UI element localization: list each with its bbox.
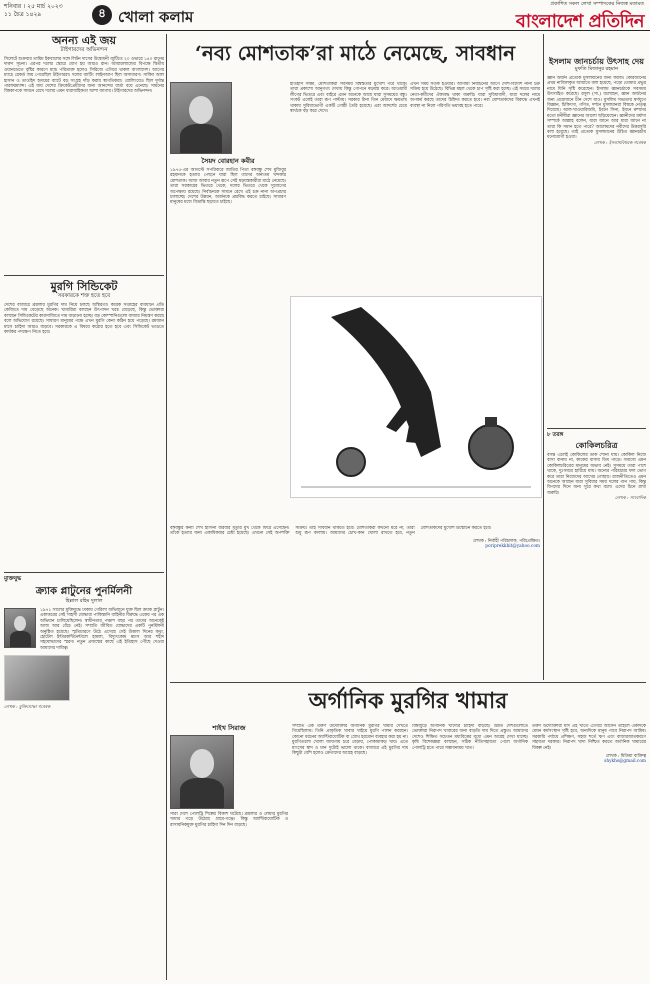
bottom-article-body-2: সম্প্রতি এক তরুণ উদ্যোক্তার অর্গানিক মুরগির খামার দেখতে গিয়েছিলাম। তিনি প্রাকৃতিক খাবার খাইয়ে মুরগি পালন করছেন। কোনো ধরনের অ্যান্টিবায়োটিক বা গ্রোথ হরমোন ব্যবহার করা হয় না। মুরগিগুলো খোলা জায়গায় চরে বেড়ায়, পোকামাকড় খায়। এতে মাংসের স্বাদ ও মান দুটোই ভালো থাকে। বাজারে এই মুরগির দাম কিছুটা বেশি হলেও ক্রেতাদের আগ্রহ বাড়ছে। (292, 724, 408, 757)
main-article-email: poriprekkhit@yahoo.com (485, 544, 540, 550)
main-article-body-4: বঙ্গবন্ধুর কন্যা শেখ হাসিনা বারবার মৃত্যুর মুখ থেকে ফিরে এসেছেন। তাঁকে হত্যার জন্য একাধিকবার চেষ্টা হয়েছে। এখনো সেই অপশক্তি সক্রিয়। তাই সাবধান থাকতে হবে। মোশতাকরা কখনো মরে না, তারা শুধু রূপ বদলায়। আমাদের চোখ-কান খোলা রাখতে হবে, নতুন মোশতাকদের মুখোশ উন্মোচন করতে হবে। (170, 526, 492, 537)
author-photo (170, 82, 232, 154)
bottom-article-body-1: সারা দেশে পোলট্রি শিল্পের বিকাশ ঘটেছে। ব্রয়লার ও লেয়ার মুরগির খামার গড়ে উঠেছে গ্রামে-গঞ্জে। কিন্তু অ্যান্টিবায়োটিক ও রাসায়নিকমুক্ত মুরগির চাহিদা দিন দিন বাড়ছে। (170, 812, 288, 828)
date-line-1: শনিবার । ২৫ মার্চ ২০২৩ (4, 3, 63, 10)
bottom-article-col2 (292, 724, 408, 980)
left-article-3-caption: লেখক : মুক্তিযোদ্ধা গবেষক (4, 705, 51, 711)
left-article-1-subtitle: টাইগারদের অভিনন্দন (60, 47, 108, 53)
left-article-3-body: ১৯৭১ সালের মুক্তিযুদ্ধে ঢাকায় গেরিলা অভিযানে যুক্ত ছিল ক্র্যাক প্লাটুন। একাত্তরের সেই সাহসী যোদ্ধারা পাকিস্তানি বাহিনীর বিরুদ্ধে একের পর এক অভিযান চালিয়েছিলেন। স্বাধীনতার পঞ্চাশ বছর পর তাদের অনেকেই আজ আর বেঁচে নেই। সম্প্রতি জীবিত যোদ্ধাদের একটি পুনর্মিলনী অনুষ্ঠিত হয়েছে। স্মৃতিচারণে উঠে এসেছে সেই উত্তাল দিনের কথা, হোটেল ইন্টারকন্টিনেন্টালে হামলা, বিদ্যুৎকেন্দ্র ধ্বংস আর শহীদ সহযোদ্ধাদের স্মরণ। নতুন প্রজন্মের কাছে এই ইতিহাস পৌঁছে দেওয়া আমাদের দায়িত্ব। (40, 608, 164, 651)
bottom-article-email: shykhs@gmail.com (604, 759, 646, 765)
main-article-body-3: এখন সময় সতর্ক হওয়ার। আগামী নির্বাচনের আগে দেশি-বিদেশি নানা চক্র সক্রিয় হয়ে উঠেছে। বিভিন্ন মহল থেকে চাপ সৃষ্টি করা হচ্ছে। এই সময়ে দলের নেতা-কর্মীদের ঐক্যবদ্ধ থাকা জরুরি। যারা সুবিধাবাদী, যারা দলের নামে অপকর্ম করছে তাদের চিহ্নিত করতে হবে। নব্য মোশতাকদের বিরুদ্ধে এখনই ব্যবস্থা না নিলে পরিণতি ভয়াবহ হতে পারে। (410, 82, 540, 109)
right-article-author-note: লেখক : ইসলামবিষয়ক গবেষক (593, 140, 646, 146)
left-article-1-title: অনন্য এই জয় (52, 34, 116, 47)
main-article-author-note: লেখক : নির্বাহী পরিচালক, পরিপ্রেক্ষিত। (472, 538, 540, 544)
bottom-article-byline: শাইখ সিরাজ (212, 724, 246, 732)
left-article-3-byline: হিল্লাল রহিম দুলাল (65, 598, 103, 604)
brand-logo: বাংলাদেশ প্রতিদিন (515, 11, 644, 32)
author-photo (170, 735, 234, 809)
bottom-article-col4 (532, 724, 646, 980)
right-small-title: কোকিলচরিত্র (575, 440, 618, 450)
page-header (0, 0, 650, 31)
main-article-body-2: ইতিহাস সাক্ষী, মোশতাকরা সবসময় বিশ্বস্ততার মুখোশ পরে থাকে। তারা প্রকাশ্যে আনুগত্য দেখায় কিন্তু গোপনে ষড়যন্ত্র করে। আওয়ামী লীগের ভিতরে এবং বাইরে এমন অনেকে আছে যারা সুসময়ের বন্ধু। সংকট এলেই তারা রূপ পাল্টায়। সরকার টানা তিন মেয়াদে ক্ষমতায় থাকায় সুবিধাভোগী একটি গোষ্ঠী তৈরি হয়েছে। এরা আদর্শের চেয়ে স্বার্থকে বড় করে দেখে। (290, 82, 407, 115)
divider (4, 572, 164, 573)
bottom-article-col1 (170, 724, 288, 980)
bottom-article-header (170, 686, 646, 722)
left-article-3-kicker: মুক্তিযুদ্ধ (4, 576, 22, 582)
right-small-kicker: ৮ তরঙ্গ (547, 432, 564, 438)
bottom-article-body-3: বিশ্বজুড়ে অর্গানিক খাদ্যের চাহিদা বাড়ছে। উন্নত দেশগুলোতে ভোক্তারা নিরাপদ খাবারের জন্য বাড়তি দাম দিতে প্রস্তুত। আমাদের দেশেও শিক্ষিত সচেতন মধ্যবিত্তের মধ্যে এমন আগ্রহ দেখা যাচ্ছে। কৃষি বিশেষজ্ঞরা বলছেন, সঠিক নীতিসহায়তা পেলে অর্গানিক পোলট্রি হতে পারে সম্ভাবনাময় খাত। (412, 724, 528, 751)
bottom-article-body-4: তরুণ উদ্যোক্তারা যদি এই খাতে এগিয়ে আসেন তাহলে একদিকে যেমন কর্মসংস্থান সৃষ্টি হবে, অন্যদিকে মানুষ পাবে নিরাপদ আমিষ। সরকারি পর্যায়ে প্রশিক্ষণ, সহজ শর্তে ঋণ এবং বাজারজাতকরণে সহায়তা দরকার। নিরাপদ খাদ্য নিশ্চিত করতে অর্গানিক খামারের বিকল্প নেই। (532, 724, 646, 751)
left-article-1-body: সিলেটে শুক্রবার তামিম ইকবালের সঙ্গে লিটন দাসের উদ্বোধনী জুটিতে ২০ ওভারে ১৪০ রানের দারুণ সূচনা। এরপর দলের স্কোরে যোগ হয় আরও রান। আয়ারল্যান্ডের বিপক্ষে দ্বিতীয় ওয়ানডেতে বৃষ্টির কারণে ম্যাচ পরিত্যক্ত হলেও সিরিজে এগিয়ে থাকল বাংলাদেশ। আগের ম্যাচে রেকর্ড জয় পেয়েছিল টাইগাররা। দলের ব্যাটিং লাইনআপ ছিল অসাধারণ। সাকিব আল হাসান ও তাওহিদ হৃদয়ের ব্যাটে বড় সংগ্রহ দাঁড় করায় স্বাগতিকরা। বোলিংয়েও ছিল দুর্দান্ত পারফরম্যান্স। এই জয় দেশের ক্রিকেটপ্রেমীদের জন্য আনন্দের বার্তা বয়ে এনেছে। সামনের বিশ্বকাপকে সামনে রেখে দলের এমন ধারাবাহিকতা আশা জাগায়। টাইগারদের অভিনন্দন। (4, 57, 164, 95)
main-article-byline: সৈয়দ বোরহান কবীর (201, 157, 255, 165)
main-article-col3 (410, 82, 540, 292)
main-article-col2 (290, 82, 407, 292)
bottom-article-author-note: লেখক : মিডিয়া ব্যক্তিত্ব (605, 754, 646, 760)
left-article-3 (4, 576, 164, 980)
main-article-header (170, 40, 540, 80)
divider (170, 682, 646, 683)
right-small-body: বসন্ত এলেই কোকিলের ডাক শোনা যায়। কোকিল নিজে বাসা বানায় না, কাকের বাসায় ডিম পাড়ে। সমাজে এমন কোকিলচরিত্রের মানুষের অভাব নেই। সুসময়ে তারা পাশে থাকে, দুঃসময়ে হারিয়ে যায়। অন্যের পরিশ্রমের ফল ভোগ করে তারা নিজেদের আখের গোছায়। রাজনীতিতেও এমন অনেকে আছেন যারা সুবিধার সময় দলের গান গায়, কিন্তু বিপদের দিনে অন্য সুরে কথা বলে। এদের চিনে রাখা জরুরি। (547, 453, 646, 496)
bottom-article-col3 (412, 724, 528, 980)
right-article-body: জ্ঞান অর্জন প্রত্যেক মুসলমানের জন্য ফরজ। কোরআনের প্রথম নাজিলকৃত আয়াতে বলা হয়েছে, পড়ো তোমার প্রভুর নামে যিনি সৃষ্টি করেছেন। ইসলাম জ্ঞানচর্চাকে সবসময় উৎসাহিত করেছে। রসুল (সা.) বলেছেন, জ্ঞান অর্জনের জন্য প্রয়োজনে চীন দেশে যাও। মুসলিম সভ্যতার স্বর্ণযুগে বিজ্ঞান, চিকিৎসা, গণিত, দর্শনে মুসলমানরা বিশ্বকে নেতৃত্ব দিয়েছে। আল-খাওয়ারিজমি, ইবনে সিনা, ইবনে রুশদের মতো মনীষীরা জ্ঞানের আলো ছড়িয়েছেন। জ্ঞানীদের মর্যাদা সম্পর্কে আল্লাহ বলেন, যারা জানে আর যারা জানে না তারা কি সমান হতে পারে? আলেমদের নবীদের উত্তরসূরি বলা হয়েছে। তাই প্রত্যেক মুসলমানের উচিত জ্ঞানচর্চায় মনোযোগী হওয়া। (547, 76, 646, 141)
bottom-article-title: অর্গানিক মুরগির খামার (308, 688, 508, 714)
main-article-title: ‘নব্য মোশতাক’রা মাঠে নেমেছে, সাবধান (194, 41, 516, 65)
section-title: খোলা কলাম (118, 8, 194, 26)
right-article (547, 56, 646, 426)
column-divider (166, 34, 167, 980)
date-line-2: ১১ চৈত্র ১৪২৯ (4, 11, 42, 18)
right-small-author-note: লেখক : সাংবাদিক (614, 496, 646, 502)
left-article-2-subtitle: সরকারকে শক্ত হতে হবে (57, 293, 111, 299)
main-article-body-1: ১৯৭৫-এর আগস্টে সপরিবারে জাতির পিতা বঙ্গবন্ধু শেখ মুজিবুর রহমানকে হত্যার পেছনে যারা ছিল তাদের অন্যতম খন্দকার মোশতাক। আজ আবার নতুন রূপে সেই ষড়যন্ত্রকারীরা মাঠে নেমেছে। তারা সরকারের ভিতরে থেকে, দলের ভিতরে থেকে সুযোগের অপেক্ষায় রয়েছে। নির্বাচনকে সামনে রেখে এই চক্র নানা অপপ্রচার চালাচ্ছে। দেশের উন্নয়ন, অর্জনকে প্রশ্নবিদ্ধ করতে চাইছে। সাধারণ মানুষের মধ্যে বিভ্রান্তি ছড়াতে চাইছে। (170, 168, 286, 206)
page-number: ৪ (92, 5, 112, 25)
author-photo (4, 608, 36, 648)
right-small-article (547, 432, 646, 678)
left-article-2 (4, 280, 164, 570)
right-article-byline: মুফতি মিজানুর রহমান (574, 66, 619, 72)
left-article-1 (4, 34, 164, 274)
divider (547, 428, 646, 429)
historical-photo (4, 655, 70, 701)
divider (4, 275, 164, 276)
left-article-2-body: দেশের বাজারে ব্রয়লার মুরগির দাম নিয়ে চলছে অস্থিরতা। কয়েক সপ্তাহের ব্যবধানে প্রতি কেজিতে দাম বেড়েছে অনেক। খামারিরা বলছেন উৎপাদন খরচ বেড়েছে, কিন্তু ভোক্তারা বলছেন সিন্ডিকেটের কারসাজিতে দাম বাড়ানো হচ্ছে। বড় কোম্পানিগুলো বাজার নিয়ন্ত্রণ করছে বলে অভিযোগ রয়েছে। সাধারণ মানুষের পক্ষে এখন মুরগি কেনা কঠিন হয়ে পড়েছে। রমজান মাসে চাহিদা আরও বাড়বে। সরকারকে এ বিষয়ে কঠোর হতে হবে এবং সিন্ডিকেট ভাঙতে কার্যকর পদক্ষেপ নিতে হবে। (4, 303, 164, 336)
main-article-col1 (170, 82, 286, 522)
left-article-3-title: ক্র্যাক প্লাটুনের পুনর্মিলনী (35, 586, 133, 597)
main-article-lower (170, 526, 540, 678)
left-article-2-title: মুরগি সিন্ডিকেট (50, 280, 118, 293)
hand-grenade-illustration (291, 297, 541, 497)
date-box (4, 3, 63, 19)
brand-tagline: প্রকাশিত সকল লেখা সম্পাদকের নিজস্ব মতামত (550, 1, 644, 7)
right-article-title: ইসলাম জানচর্চায় উৎসাহ দেয় (549, 56, 644, 66)
main-illustration (290, 296, 542, 498)
column-divider (543, 34, 544, 680)
